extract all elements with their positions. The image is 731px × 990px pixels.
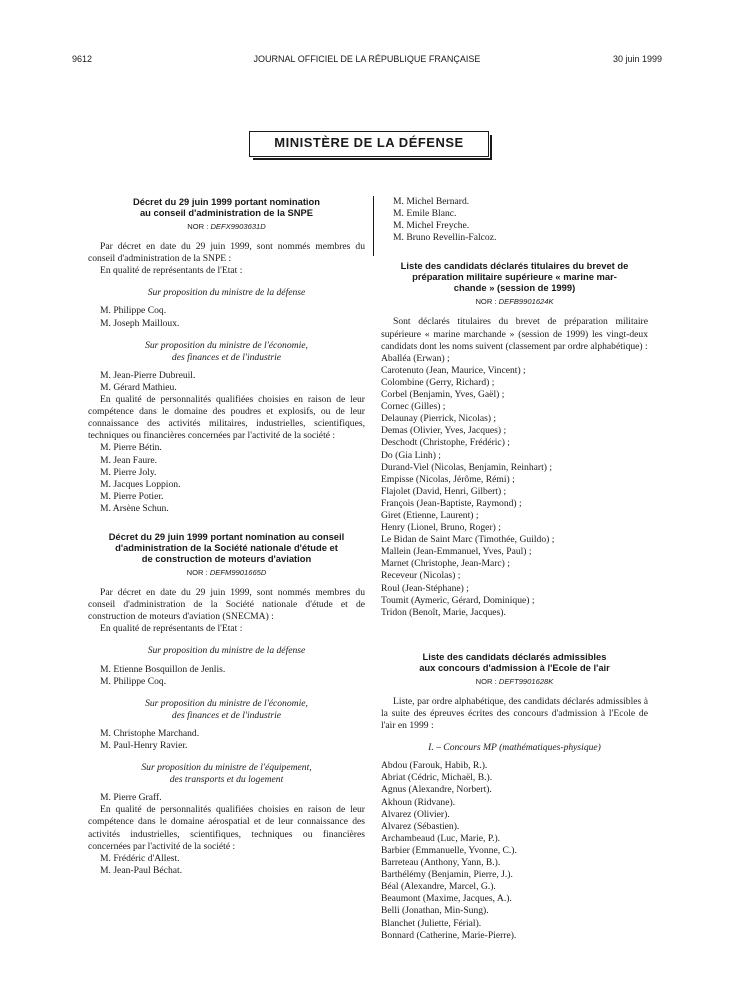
text-line: aux concours d'admission à l'Ecole de l'air (419, 661, 610, 673)
decree-1-title (88, 196, 365, 218)
text-line: NOR : (475, 297, 497, 307)
decree-2-nor (88, 567, 365, 579)
list-1-nor (381, 296, 648, 308)
list-item: Barbier (Emmanuelle, Yvonne, C.). (381, 844, 517, 856)
decree-1-intro: Par décret en date du 29 juin 1999, sont nommés membres du conseil d'administration de la SNPE : (88, 241, 365, 265)
text-line: Sur proposition du ministre de l'économie, (145, 339, 308, 351)
decree-2-names-3 (88, 792, 365, 804)
list-item: Colombine (Gerry, Richard) ; (381, 376, 495, 388)
text-line: Liste des candidats déclarés titulaires du brevet de (400, 260, 629, 272)
list-1-names (381, 353, 648, 619)
text-line: chande » (session de 1999) (453, 282, 576, 294)
text-line: des finances et de l'industrie (171, 351, 282, 363)
decree-1-names-1 (88, 305, 365, 329)
text-line: M. Paul-Henry Ravier. (100, 740, 188, 751)
text-line: NOR : (475, 676, 497, 686)
text-line: M. Frédéric d'Allest. (100, 852, 180, 864)
decree-2-names-1 (88, 664, 365, 688)
decree-1-prop-1: Sur proposition du ministre de la défense (147, 287, 306, 299)
decree-2-prop-2 (88, 698, 365, 722)
list-1-title (381, 260, 648, 293)
list-item: Béal (Alexandre, Marcel, G.). (381, 881, 496, 893)
list-item: Alvarez (Sébastien). (381, 820, 460, 832)
decree-2-intro: Par décret en date du 29 juin 1999, sont nommés membres du conseil d'administration de la Société nationale d'étude et de construction de moteurs d'aviation (SNECMA) : (88, 587, 365, 623)
text-line: M. Michel Bernard. (393, 196, 470, 207)
list-item: Bonnard (Catherine, Marie-Pierre). (381, 929, 517, 941)
list-item: Abdou (Farouk, Habib, R.). (381, 760, 488, 772)
decree-1-names-3 (88, 442, 365, 515)
list-2-intro: Liste, par ordre alphabétique, des candidats déclarés admissibles à la suite des épreuves écrites des concours d'admission à l'Ecole de l'air en 1999 : (381, 695, 648, 732)
list-item: Tridon (Benoît, Marie, Jacques). (381, 606, 506, 618)
list-2-names (381, 760, 648, 941)
text-line: des finances et de l'industrie (171, 709, 282, 721)
list-item: Abriat (Cédric, Michaël, B.). (381, 772, 493, 784)
text-line: DEFX9903631D (210, 222, 266, 231)
list-item: François (Jean-Baptiste, Raymond) ; (381, 497, 522, 509)
list-item: Flajolet (David, Henri, Gilbert) ; (381, 485, 507, 497)
text-line: M. Pierre Joly. (100, 466, 157, 478)
list-item: Carotenuto (Jean, Maurice, Vincent) ; (381, 364, 526, 376)
list-item: Beaumont (Maxime, Jacques, A.). (381, 893, 512, 905)
text-line: d'administration de la Société nationale d'étude et (115, 541, 338, 553)
text-line: M. Jean-Pierre Dubreuil. (100, 369, 196, 381)
list-item: Le Bidan de Saint Marc (Timothée, Guildo) ; (381, 534, 555, 546)
list-item: Akhoun (Ridvane). (381, 796, 456, 808)
text-line: DEFT9901628K (498, 676, 554, 686)
text-line: Sur proposition du ministre de l'économie, (145, 697, 308, 709)
decree-2-names-4 (88, 853, 365, 877)
list-item: Demas (Olivier, Yves, Jacques) ; (381, 425, 507, 437)
text-line: M. Pierre Bétin. (100, 442, 162, 454)
list-item: Empisse (Nicolas, Jérôme, Rémi) ; (381, 473, 515, 485)
decree-1-nor (88, 221, 365, 233)
text-line: NOR : (186, 567, 208, 577)
page-number: 9612 (72, 54, 93, 64)
list-item: Durand-Viel (Nicolas, Benjamin, Reinhart) ; (381, 461, 552, 473)
page-header (72, 54, 662, 68)
journal-title: JOURNAL OFFICIEL DE LA RÉPUBLIQUE FRANÇAISE (253, 54, 481, 64)
text-line: M. Philippe Coq. (100, 305, 167, 317)
decree-1-state: En qualité de représentants de l'Etat : (100, 265, 243, 277)
issue-date: 30 juin 1999 (612, 54, 662, 64)
list-item: Barreteau (Anthony, Yann, B.). (381, 857, 501, 869)
text-line: M. Pierre Graff. (100, 792, 162, 804)
text-line: des transports et du logement (169, 774, 284, 786)
list-2-title (381, 651, 648, 673)
text-line: M. Philippe Coq. (100, 675, 167, 687)
text-line: DEFM9901665D (209, 567, 267, 577)
list-item: Blanchet (Juliette, Férial). (381, 917, 482, 929)
text-line: M. Michel Freyche. (393, 220, 470, 232)
list-item: Receveur (Nicolas) ; (381, 570, 461, 582)
list-item: Deschodt (Christophe, Frédéric) ; (381, 437, 510, 449)
list-item: Marnet (Christophe, Jean-Marc) ; (381, 558, 510, 570)
text-line: M. Jean Faure. (100, 454, 158, 466)
list-2-section: I. – Concours MP (mathématiques-physique) (428, 742, 601, 754)
text-line: préparation militaire supérieure « marine mar- (412, 271, 617, 283)
list-item: Mallein (Jean-Emmanuel, Yves, Paul) ; (381, 546, 532, 558)
decree-1-prop-2 (88, 340, 365, 364)
ministry-heading: MINISTÈRE DE LA DÉFENSE (249, 131, 489, 157)
text-line: DEFB9901624K (498, 297, 554, 307)
text-line: au conseil d'administration de la SNPE (139, 207, 314, 218)
text-line: M. Jean-Paul Béchat. (100, 864, 183, 876)
list-item: Alvarez (Olivier). (381, 808, 450, 820)
left-column (88, 196, 365, 877)
decree-2-prop-3 (88, 762, 365, 786)
text-line: de construction de moteurs d'aviation (141, 552, 312, 564)
list-item: Do (Gia Linh) ; (381, 449, 441, 461)
text-line: M. Joseph Mailloux. (100, 317, 180, 329)
list-1-intro: Sont déclarés titulaires du brevet de préparation militaire supérieure « marine marchande » (session de 1999) les vingt-deux candidats dont les noms suivent (classement par ordre alphabétique) : (381, 316, 648, 352)
list-item: Archambeaud (Luc, Marie, P.). (381, 832, 501, 844)
decree-2-names-2 (88, 728, 365, 752)
text-line: M. Jacques Loppion. (100, 478, 181, 490)
decree-2-state: En qualité de représentants de l'Etat : (100, 623, 243, 635)
decree-2-prop-1: Sur proposition du ministre de la défense (147, 645, 306, 657)
text-line: M. Etienne Bosquillon de Jenlis. (100, 663, 226, 675)
list-item: Roul (Jean-Stéphane) ; (381, 582, 469, 594)
text-line: Liste des candidats déclarés admissibles (422, 650, 607, 662)
list-item: Cornec (Gilles) ; (381, 401, 446, 413)
list-item: Aballéa (Erwan) ; (381, 352, 450, 364)
list-item: Delaunay (Pierrick, Nicolas) ; (381, 413, 497, 425)
list-item: Giret (Etienne, Laurent) ; (381, 509, 479, 521)
text-line: M. Gérard Mathieu. (100, 381, 177, 393)
text-line: M. Emile Blanc. (393, 208, 457, 220)
text-line: M. Pierre Potier. (100, 490, 164, 502)
text-line: M. Christophe Marchand. (100, 727, 200, 739)
list-item: Agnus (Alexandre, Norbert). (381, 784, 492, 796)
text-line: Décret du 29 juin 1999 portant nomination (132, 196, 320, 207)
list-2-nor (381, 676, 648, 688)
right-column (381, 196, 648, 942)
list-item: Toumit (Aymeric, Gérard, Dominique) ; (381, 594, 535, 606)
text-line: Sur proposition du ministre de l'équipement, (141, 762, 312, 774)
text-line: Décret du 29 juin 1999 portant nomination au conseil (108, 530, 345, 542)
decree-1-names-2 (88, 370, 365, 394)
list-item: Barthélémy (Benjamin, Pierre, J.). (381, 869, 513, 881)
list-item: Corbel (Benjamin, Yves, Gaël) ; (381, 389, 505, 401)
list-item: Henry (Lionel, Bruno, Roger) ; (381, 522, 501, 534)
decree-2-title (88, 531, 365, 564)
text-line: NOR : (187, 222, 209, 231)
list-item: Belli (Jonathan, Min-Sung). (381, 905, 489, 917)
text-line: M. Bruno Revellin-Falcoz. (393, 232, 497, 244)
column-divider (373, 196, 374, 256)
decree-2-names-continued (381, 196, 648, 244)
decree-2-qualif: En qualité de personnalités qualifiées choisies en raison de leur compétence dans le domaine aérospatial et de leur connaissance des activités industrielles, scientifiques, techniques ou financières concernées par l'activité de la société : (88, 804, 365, 852)
decree-1-qualif: En qualité de personnalités qualifiées choisies en raison de leur compétence dans le domaine des poudres et explosifs, ou de leur connaissance des activités militaires, industrielles, scientifiques, techniques ou financières concernées par l'activité de la société : (88, 394, 365, 442)
text-line: M. Arsène Schun. (100, 502, 169, 514)
